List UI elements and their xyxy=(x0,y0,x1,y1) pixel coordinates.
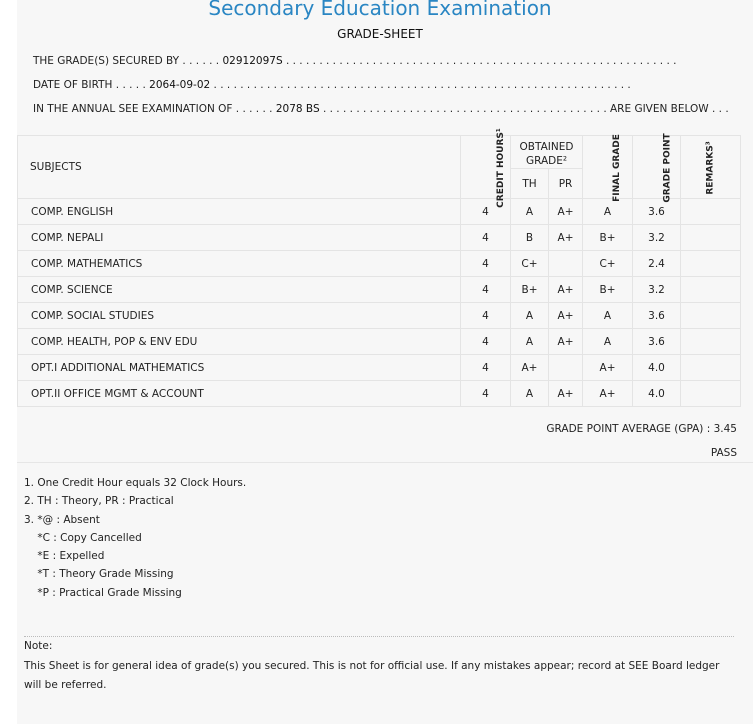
divider xyxy=(17,462,753,463)
th-grade-cell: B+ xyxy=(511,277,549,303)
th-grade-cell: B xyxy=(511,225,549,251)
final-grade-header: FINAL GRADE xyxy=(583,136,633,199)
remarks-cell xyxy=(681,329,741,355)
grade-point-cell: 3.6 xyxy=(633,199,681,225)
grade-point-cell: 3.2 xyxy=(633,225,681,251)
obtained-grade-header: OBTAINED GRADE² xyxy=(511,136,583,169)
remarks-cell xyxy=(681,225,741,251)
subject-cell: COMP. NEPALI xyxy=(18,225,461,251)
footnote-item: 1. One Credit Hour equals 32 Clock Hours. xyxy=(24,477,247,489)
credit-cell: 4 xyxy=(461,303,511,329)
date-of-birth: 2064-09-02 xyxy=(149,79,211,91)
symbol-number: 02912097S xyxy=(222,55,283,67)
th-grade-cell: A xyxy=(511,329,549,355)
subject-cell: OPT.II OFFICE MGMT & ACCOUNT xyxy=(18,381,461,407)
final-grade-cell: A xyxy=(583,303,633,329)
grade-secured-label: THE GRADE(S) SECURED BY . . . . . . xyxy=(33,55,220,67)
remarks-cell xyxy=(681,199,741,225)
th-grade-cell: A+ xyxy=(511,355,549,381)
grade-sheet-heading: GRADE-SHEET xyxy=(337,27,423,41)
remarks-cell xyxy=(681,355,741,381)
exam-year: 2078 BS xyxy=(275,103,320,115)
final-grade-cell: C+ xyxy=(583,251,633,277)
credit-cell: 4 xyxy=(461,251,511,277)
th-header: TH xyxy=(511,169,549,199)
final-grade-cell: B+ xyxy=(583,225,633,251)
final-grade-cell: A+ xyxy=(583,355,633,381)
th-grade-cell: A xyxy=(511,381,549,407)
table-row xyxy=(18,251,741,277)
pr-grade-cell: A+ xyxy=(549,381,583,407)
table-row xyxy=(18,199,741,225)
credit-hours-header: CREDIT HOURS¹ xyxy=(461,136,511,199)
grade-point-cell: 2.4 xyxy=(633,251,681,277)
footnote-item: *C : Copy Cancelled xyxy=(24,531,142,544)
final-grade-cell: A+ xyxy=(583,381,633,407)
credit-cell: 4 xyxy=(461,277,511,303)
final-grade-cell: A xyxy=(583,199,633,225)
pr-grade-cell xyxy=(549,355,583,381)
grade-point-cell: 3.6 xyxy=(633,303,681,329)
pr-grade-cell: A+ xyxy=(549,303,583,329)
remarks-cell xyxy=(681,251,741,277)
credit-cell: 4 xyxy=(461,355,511,381)
subjects-header: SUBJECTS xyxy=(18,136,461,199)
final-grade-cell: B+ xyxy=(583,277,633,303)
remarks-header: REMARKS³ xyxy=(681,136,741,199)
credit-cell: 4 xyxy=(461,329,511,355)
grade-point-header: GRADE POINT xyxy=(633,136,681,199)
table-row xyxy=(18,277,741,303)
credit-cell: 4 xyxy=(461,381,511,407)
subject-cell: COMP. SOCIAL STUDIES xyxy=(18,303,461,329)
credit-cell: 4 xyxy=(461,199,511,225)
pr-header: PR xyxy=(549,169,583,199)
dob-dots: . . . . . . . . . . . . . . . . . . . . . . . . . . . . . . . . . . . . . . . . . . . . . . . . . . . . . . . . . . . . . . . xyxy=(213,79,631,91)
th-grade-cell: A xyxy=(511,199,549,225)
final-grade-cell: A xyxy=(583,329,633,355)
th-grade-cell: C+ xyxy=(511,251,549,277)
result-status: PASS xyxy=(710,447,737,459)
table-row xyxy=(18,225,741,251)
grade-point-cell: 4.0 xyxy=(633,355,681,381)
table-row xyxy=(18,329,741,355)
table-row xyxy=(18,303,741,329)
grade-secured-line xyxy=(33,55,676,67)
footnote-item: 3. *@ : Absent xyxy=(24,513,100,526)
pr-grade-cell xyxy=(549,251,583,277)
footnote-item: *E : Expelled xyxy=(24,550,105,563)
exam-line xyxy=(33,103,729,115)
pr-grade-cell: A+ xyxy=(549,277,583,303)
pr-grade-cell: A+ xyxy=(549,225,583,251)
table-row xyxy=(18,381,741,407)
subject-cell: COMP. MATHEMATICS xyxy=(18,251,461,277)
credit-cell: 4 xyxy=(461,225,511,251)
remarks-cell xyxy=(681,381,741,407)
footnote-item: *T : Theory Grade Missing xyxy=(24,568,174,581)
subject-cell: COMP. HEALTH, POP & ENV EDU xyxy=(18,329,461,355)
grade-secured-dots: . . . . . . . . . . . . . . . . . . . . . . . . . . . . . . . . . . . . . . . . . . . . . . . . . . . . . . . . . . . xyxy=(285,55,677,67)
dob-line xyxy=(33,79,631,91)
subject-cell: COMP. ENGLISH xyxy=(18,199,461,225)
pr-grade-cell: A+ xyxy=(549,199,583,225)
dob-label: DATE OF BIRTH . . . . . xyxy=(33,79,146,91)
table-row xyxy=(18,355,741,381)
note-text: This Sheet is for general idea of grade(s) you secured. This is not for official use. If any mistakes appear; record at SEE Board ledger will be referred. xyxy=(24,660,720,691)
exam-label: IN THE ANNUAL SEE EXAMINATION OF . . . . . . xyxy=(33,103,273,115)
remarks-cell xyxy=(681,303,741,329)
footnote-item: 2. TH : Theory, PR : Practical xyxy=(24,495,174,508)
footnotes xyxy=(24,474,246,602)
remarks-cell xyxy=(681,277,741,303)
note-divider xyxy=(24,636,734,637)
footnote-item: *P : Practical Grade Missing xyxy=(24,586,182,599)
th-grade-cell: A xyxy=(511,303,549,329)
grade-point-cell: 4.0 xyxy=(633,381,681,407)
page-title: Secondary Education Examination xyxy=(208,0,552,20)
subject-cell: OPT.I ADDITIONAL MATHEMATICS xyxy=(18,355,461,381)
subject-cell: COMP. SCIENCE xyxy=(18,277,461,303)
pr-grade-cell: A+ xyxy=(549,329,583,355)
grade-point-cell: 3.2 xyxy=(633,277,681,303)
grades-table xyxy=(17,128,741,407)
exam-dots: . . . . . . . . . . . . . . . . . . . . . . . . . . . . . . . . . . . . . . . . . . . ARE GIVEN BELOW . . . xyxy=(322,103,729,115)
gpa-summary: GRADE POINT AVERAGE (GPA) : 3.45 xyxy=(546,423,737,435)
note-label: Note: xyxy=(24,640,53,652)
grade-point-cell: 3.6 xyxy=(633,329,681,355)
